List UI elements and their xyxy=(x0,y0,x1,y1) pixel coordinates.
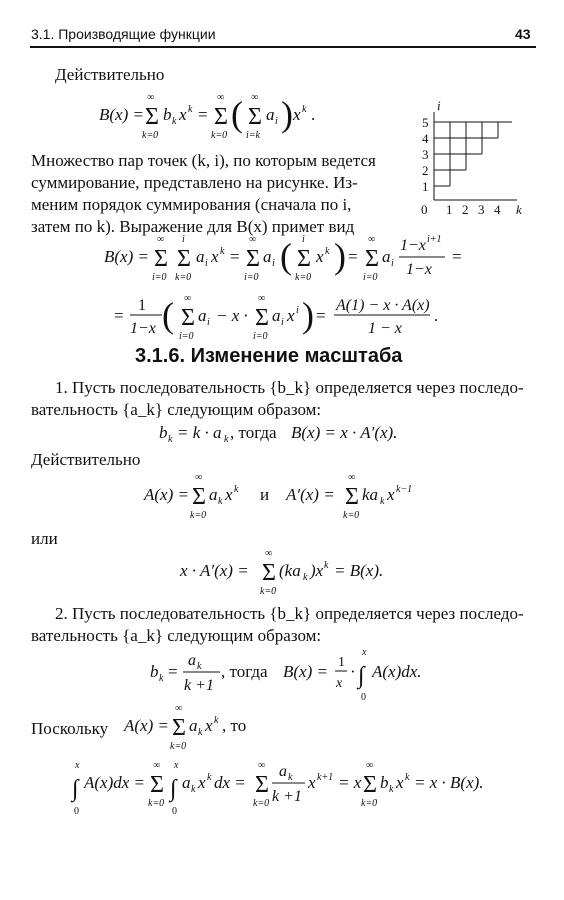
paragraph-2-line-1: Множество пар точек (k, i), по которым ведется xyxy=(31,151,376,170)
svg-text:B(x) =: B(x) = xyxy=(99,105,144,124)
svg-text:k: k xyxy=(159,673,164,684)
svg-text:0: 0 xyxy=(361,692,366,703)
svg-text:∫: ∫ xyxy=(170,776,177,802)
svg-text:∞: ∞ xyxy=(175,703,183,714)
svg-text:x: x xyxy=(293,105,301,124)
svg-text:k: k xyxy=(218,496,223,507)
paragraph-6-line-1: 2. Пусть последовательность {b_k} определяется через последо- xyxy=(55,604,524,623)
paragraph-since: Поскольку xyxy=(31,719,109,738)
svg-text:k: k xyxy=(188,104,193,115)
svg-text:x: x xyxy=(387,485,395,504)
paragraph-or: или xyxy=(31,529,58,548)
svg-text:Σ: Σ xyxy=(262,560,276,586)
paragraph-3-line-2: вательность {a_k} следующим образом: xyxy=(31,400,322,419)
svg-text:B(x) = x · A′(x).: B(x) = x · A′(x). xyxy=(291,423,398,442)
svg-text:0: 0 xyxy=(74,806,79,817)
svg-text:k +1: k +1 xyxy=(184,677,214,694)
equation-ax-series xyxy=(120,700,280,761)
equation-ax-and-derivative xyxy=(140,470,440,533)
svg-text:(: ( xyxy=(231,94,243,134)
svg-text:∞: ∞ xyxy=(366,760,374,771)
svg-text:k: k xyxy=(224,434,229,445)
svg-text:i=k: i=k xyxy=(246,130,260,141)
svg-text:A(1) − x · A(x): A(1) − x · A(x) xyxy=(336,297,430,314)
summation-grid-graphic xyxy=(412,100,542,225)
figure-x-tick-3: 3 xyxy=(478,202,485,217)
svg-text:∞: ∞ xyxy=(251,92,259,103)
figure-y-tick-1: 1 xyxy=(422,179,429,194)
svg-text:∞: ∞ xyxy=(184,293,192,304)
svg-text:∫: ∫ xyxy=(358,663,365,689)
svg-text:.: . xyxy=(434,306,439,325)
svg-text:− x ·: − x · xyxy=(216,306,248,325)
svg-text:x: x xyxy=(179,105,187,124)
svg-text:i: i xyxy=(207,317,210,328)
svg-text:∞: ∞ xyxy=(348,472,356,483)
svg-text:A(x)dx.: A(x)dx. xyxy=(372,662,422,681)
svg-text:i: i xyxy=(391,258,394,269)
svg-text:=: = xyxy=(198,105,208,124)
svg-text:= x · B(x).: = x · B(x). xyxy=(414,773,484,792)
svg-text:(ka: (ka xyxy=(279,561,301,580)
svg-text:k=0: k=0 xyxy=(148,798,165,809)
svg-text:k: k xyxy=(207,772,212,783)
svg-text:k: k xyxy=(197,661,202,672)
figure-y-tick-2: 2 xyxy=(422,163,429,178)
svg-text:ka: ka xyxy=(362,485,379,504)
svg-text:(: ( xyxy=(280,236,292,276)
figure-y-axis-label: i xyxy=(437,100,441,113)
svg-text:∫: ∫ xyxy=(72,776,79,802)
paragraph-intro-2: Действительно xyxy=(31,450,141,469)
svg-text:i: i xyxy=(302,234,305,245)
svg-text:Σ: Σ xyxy=(246,246,260,272)
svg-text:1 − x: 1 − x xyxy=(368,320,402,337)
svg-text:i=0: i=0 xyxy=(363,272,378,283)
svg-text:k=0: k=0 xyxy=(361,798,378,809)
svg-text:i: i xyxy=(272,258,275,269)
svg-text:k: k xyxy=(380,496,385,507)
equation-bx-reordered-graphic xyxy=(100,230,500,292)
svg-text:k: k xyxy=(198,727,203,738)
svg-text:i: i xyxy=(296,305,299,316)
svg-text:Σ: Σ xyxy=(345,484,359,510)
figure-x-tick-1: 1 xyxy=(446,202,453,217)
equation-bx-sum-graphic xyxy=(95,88,345,146)
svg-text:x: x xyxy=(316,247,324,266)
svg-text:k: k xyxy=(325,246,330,257)
svg-text:k: k xyxy=(214,715,219,726)
svg-text:a: a xyxy=(209,485,218,504)
svg-text:1: 1 xyxy=(338,655,345,670)
svg-text:a: a xyxy=(279,763,287,780)
equation-bx-closed-form-graphic xyxy=(110,288,450,350)
svg-text:∞: ∞ xyxy=(157,234,165,245)
svg-text:Σ: Σ xyxy=(150,772,164,798)
paragraph-2-line-3: меним порядок суммирования (сначала по i, xyxy=(31,195,352,214)
svg-text:i+1: i+1 xyxy=(427,234,442,245)
svg-text:k: k xyxy=(302,104,307,115)
svg-text:k +1: k +1 xyxy=(272,788,302,805)
svg-text:Σ: Σ xyxy=(145,104,159,130)
svg-text:Σ: Σ xyxy=(255,305,269,331)
svg-text:x: x xyxy=(225,485,233,504)
svg-text:k: k xyxy=(389,784,394,795)
figure-y-tick-4: 4 xyxy=(422,131,429,146)
svg-text:i=0: i=0 xyxy=(152,272,167,283)
paragraph-2-line-2: суммирование, представлено на рисунке. Из- xyxy=(31,173,358,192)
svg-text:k=0: k=0 xyxy=(190,510,207,521)
svg-text:k: k xyxy=(234,484,239,495)
svg-text:A(x)dx =: A(x)dx = xyxy=(84,773,146,792)
svg-text:x · A′(x) =: x · A′(x) = xyxy=(180,561,249,580)
svg-text:B(x) =: B(x) = xyxy=(283,662,328,681)
figure-y-tick-5: 5 xyxy=(422,115,429,130)
svg-text:= x: = x xyxy=(338,773,362,792)
svg-text:i=0: i=0 xyxy=(244,272,259,283)
svg-text:i: i xyxy=(182,234,185,245)
equation-bk-k-ak xyxy=(155,418,425,453)
svg-text:Σ: Σ xyxy=(177,246,191,272)
svg-text:a: a xyxy=(198,306,207,325)
svg-text:x: x xyxy=(211,247,219,266)
svg-text:∞: ∞ xyxy=(147,92,155,103)
svg-text:)x: )x xyxy=(310,561,324,580)
page-number: 43 xyxy=(515,26,531,42)
svg-text:i: i xyxy=(275,116,278,127)
svg-text:k=0: k=0 xyxy=(142,130,159,141)
svg-text:a: a xyxy=(272,306,281,325)
svg-text:): ) xyxy=(302,295,314,335)
svg-text:b: b xyxy=(163,105,172,124)
svg-text:k: k xyxy=(303,572,308,583)
svg-text:k=0: k=0 xyxy=(295,272,312,283)
svg-text:∞: ∞ xyxy=(265,548,273,559)
figure-x-axis-label: k xyxy=(516,202,522,217)
equation-x-aprime xyxy=(176,548,416,609)
svg-text:k: k xyxy=(324,560,329,571)
svg-text:i: i xyxy=(281,317,284,328)
svg-text:k=0: k=0 xyxy=(260,586,277,597)
svg-text:b: b xyxy=(380,773,389,792)
svg-text:dx =: dx = xyxy=(214,773,246,792)
svg-text:∞: ∞ xyxy=(249,234,257,245)
svg-text:1−x: 1−x xyxy=(400,237,426,254)
svg-text:Σ: Σ xyxy=(255,772,269,798)
svg-text:k: k xyxy=(191,784,196,795)
section-heading: 3.1.6. Изменение масштаба xyxy=(135,345,403,367)
svg-text:k=0: k=0 xyxy=(175,272,192,283)
figure-y-tick-3: 3 xyxy=(422,147,429,162)
svg-text:=: = xyxy=(348,247,358,266)
svg-text:x: x xyxy=(362,647,367,658)
svg-text:∞: ∞ xyxy=(153,760,161,771)
svg-text:k: k xyxy=(220,246,225,257)
svg-text:Σ: Σ xyxy=(214,104,228,130)
svg-text:x: x xyxy=(198,773,206,792)
svg-text:k: k xyxy=(288,772,293,783)
svg-text:Σ: Σ xyxy=(181,305,195,331)
svg-text:x: x xyxy=(336,676,343,691)
svg-text:Σ: Σ xyxy=(192,484,206,510)
svg-text:Σ: Σ xyxy=(154,246,168,272)
header-rule xyxy=(30,46,536,48)
svg-text:x: x xyxy=(308,773,316,792)
svg-text:, тогда: , тогда xyxy=(230,423,277,442)
svg-text:k: k xyxy=(172,116,177,127)
svg-text:a: a xyxy=(263,247,272,266)
svg-text:Σ: Σ xyxy=(365,246,379,272)
svg-text:.: . xyxy=(311,105,316,124)
equation-bk-integral-graphic xyxy=(146,645,436,705)
svg-text:0: 0 xyxy=(172,806,177,817)
svg-text:a: a xyxy=(266,105,275,124)
svg-text:, тогда: , тогда xyxy=(221,662,268,681)
svg-text:A(x) =: A(x) = xyxy=(144,485,189,504)
svg-text:1−x: 1−x xyxy=(130,320,156,337)
svg-text:= k · a: = k · a xyxy=(177,423,222,442)
svg-text:k=0: k=0 xyxy=(170,741,187,752)
svg-text:b: b xyxy=(159,423,168,442)
svg-text:∞: ∞ xyxy=(217,92,225,103)
svg-text:∞: ∞ xyxy=(258,293,266,304)
svg-text:a: a xyxy=(182,773,191,792)
svg-text:a: a xyxy=(382,247,391,266)
svg-text:(: ( xyxy=(162,295,174,335)
svg-text:Σ: Σ xyxy=(363,772,377,798)
figure-x-tick-4: 4 xyxy=(494,202,501,217)
svg-text:k: k xyxy=(405,772,410,783)
svg-text:k=0: k=0 xyxy=(211,130,228,141)
svg-text:k+1: k+1 xyxy=(317,772,334,783)
svg-text:=: = xyxy=(230,247,240,266)
paragraph-6-line-2: вательность {a_k} следующим образом: xyxy=(31,626,322,645)
svg-text:x: x xyxy=(287,306,295,325)
equation-ax-series-graphic xyxy=(120,700,280,756)
figure-x-tick-2: 2 xyxy=(462,202,469,217)
running-header-title: 3.1. Производящие функции xyxy=(31,26,216,42)
equation-bx-reordered xyxy=(100,230,500,297)
svg-text:b: b xyxy=(150,662,159,681)
svg-text:=: = xyxy=(168,662,178,681)
paragraph-intro-1: Действительно xyxy=(55,65,165,84)
svg-text:1−x: 1−x xyxy=(406,261,432,278)
svg-text:A′(x) =: A′(x) = xyxy=(286,485,335,504)
paragraph-2-line-4: затем по k). Выражение для B(x) примет вид xyxy=(31,217,355,236)
svg-text:и: и xyxy=(260,485,270,504)
svg-text:∞: ∞ xyxy=(368,234,376,245)
svg-text:·: · xyxy=(350,662,356,681)
svg-text:a: a xyxy=(189,716,198,735)
svg-text:∞: ∞ xyxy=(195,472,203,483)
equation-ax-and-derivative-graphic xyxy=(140,470,440,528)
svg-text:x: x xyxy=(174,760,179,771)
svg-text:Σ: Σ xyxy=(172,715,186,741)
svg-text:): ) xyxy=(334,236,346,276)
summation-region-figure xyxy=(412,100,542,230)
svg-text:∞: ∞ xyxy=(258,760,266,771)
svg-text:B(x) =: B(x) = xyxy=(104,247,149,266)
svg-text:=: = xyxy=(452,247,462,266)
svg-text:a: a xyxy=(188,652,196,669)
svg-text:x: x xyxy=(205,716,213,735)
svg-text:Σ: Σ xyxy=(297,246,311,272)
svg-text:=: = xyxy=(316,306,326,325)
svg-text:i: i xyxy=(205,258,208,269)
svg-text:i=0: i=0 xyxy=(253,331,268,342)
svg-text:=: = xyxy=(114,306,124,325)
paragraph-3-line-1: 1. Пусть последовательность {b_k} определяется через последо- xyxy=(55,378,524,397)
svg-text:= B(x).: = B(x). xyxy=(334,561,384,580)
equation-bk-k-ak-graphic xyxy=(155,418,425,448)
svg-text:): ) xyxy=(281,94,293,134)
svg-text:x: x xyxy=(396,773,404,792)
svg-text:k=0: k=0 xyxy=(253,798,270,809)
svg-text:a: a xyxy=(196,247,205,266)
svg-text:Σ: Σ xyxy=(248,104,262,130)
svg-text:, то: , то xyxy=(222,716,247,735)
svg-text:k=0: k=0 xyxy=(343,510,360,521)
svg-text:k−1: k−1 xyxy=(396,484,413,495)
figure-origin-label: 0 xyxy=(421,202,428,217)
svg-text:1: 1 xyxy=(138,297,146,314)
equation-x-aprime-graphic xyxy=(176,548,416,604)
equation-integral-series-graphic xyxy=(70,756,510,820)
svg-text:A(x) =: A(x) = xyxy=(124,716,169,735)
equation-bx-sum xyxy=(95,88,345,151)
equation-integral-series xyxy=(70,756,510,825)
svg-text:i=0: i=0 xyxy=(179,331,194,342)
svg-text:x: x xyxy=(75,760,80,771)
svg-text:k: k xyxy=(168,434,173,445)
